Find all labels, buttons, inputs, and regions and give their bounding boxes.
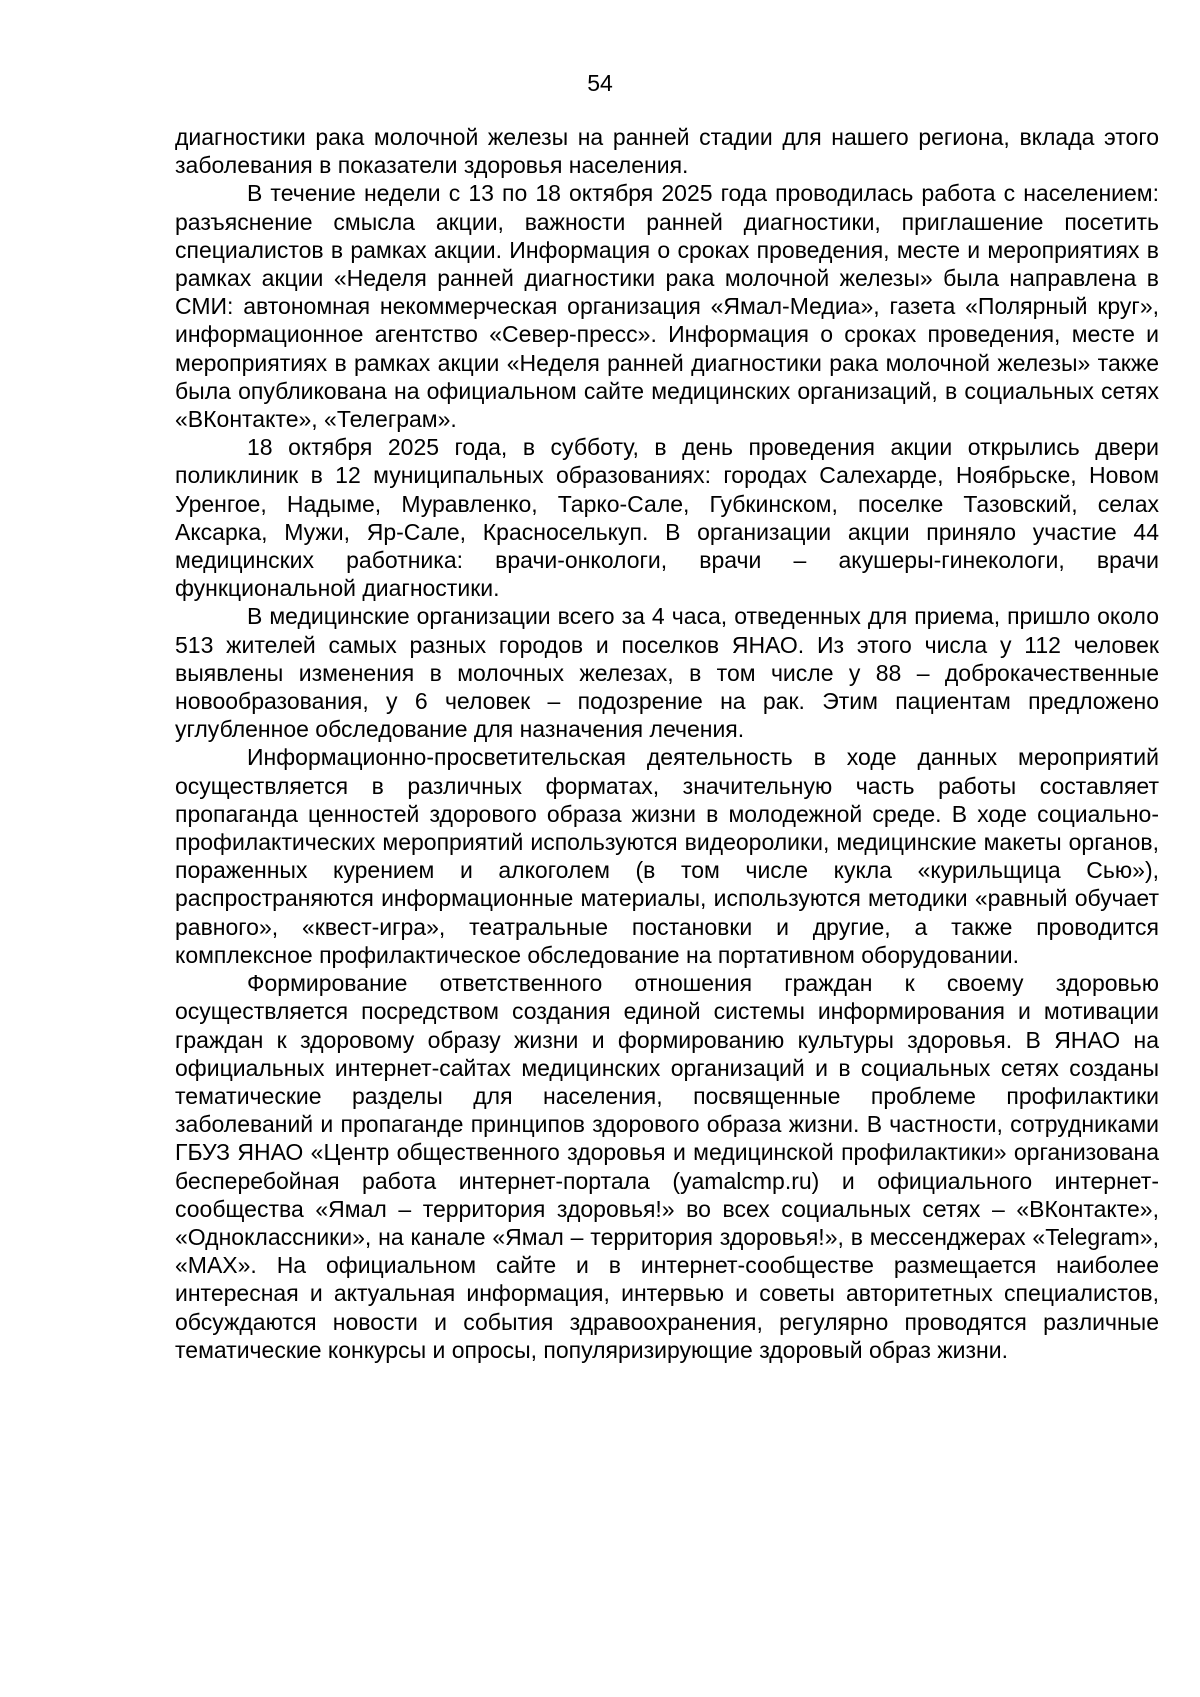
paragraph-1: диагностики рака молочной железы на ранней стадии для нашего региона, вклада этого заболевания в показатели здоровья населения. [175, 124, 1159, 179]
paragraph-4: В медицинские организации всего за 4 часа, отведенных для приема, пришло около 513 жителей самых разных городов и поселков ЯНАО. Из этого числа у 112 человек выявлены изменения в молочных железах, в том числе у 88 – доброкачественные новообразования, у 6 человек – подозрение на рак. Этим пациентам предложено углубленное обследование для назначения лечения. [175, 603, 1159, 743]
page-number: 54 [587, 70, 613, 96]
body-text [175, 123, 1159, 1364]
paragraph-6: Формирование ответственного отношения граждан к своему здоровью осуществляется посредством создания единой системы информирования и мотивации граждан к здоровому образу жизни и формированию культуры здоровья. В ЯНАО на официальных интернет-сайтах медицинских организаций и в социальных сетях созданы тематические разделы для населения, посвященные проблеме профилактики заболеваний и пропаганде принципов здорового образа жизни. В частности, сотрудниками ГБУЗ ЯНАО «Центр общественного здоровья и медицинской профилактики» организована бесперебойная работа интернет-портала (yamalcmp.ru) и официального интернет-сообщества «Ямал – территория здоровья!» во всех социальных сетях – «ВКонтакте», «Одноклассники», на канале «Ямал – территория здоровья!», в мессенджерах «Telegram», «МАХ». На официальном сайте и в интернет-сообществе размещается наиболее интересная и актуальная информация, интервью и советы авторитетных специалистов, обсуждаются новости и события здравоохранения, регулярно проводятся различные тематические конкурсы и опросы, популяризирующие здоровый образ жизни. [175, 970, 1159, 1363]
paragraph-3: 18 октября 2025 года, в субботу, в день проведения акции открылись двери поликлиник в 12 муниципальных образованиях: городах Салехарде, Ноябрьске, Новом Уренгое, Надыме, Муравленко, Тарко-Сале, Губкинском, поселке Тазовский, селах Аксарка, Мужи, Яр-Сале, Красноселькуп. В организации акции приняло участие 44 медицинских работника: врачи-онкологи, врачи – акушеры-гинекологи, врачи функциональной диагностики. [175, 434, 1159, 602]
paragraph-2: В течение недели с 13 по 18 октября 2025 года проводилась работа с населением: разъяснение смысла акции, важности ранней диагностики, приглашение посетить специалистов в рамках акции. Информация о сроках проведения, месте и мероприятиях в рамках акции «Неделя ранней диагностики рака молочной железы» была направлена в СМИ: автономная некоммерческая организация «Ямал-Медиа», газета «Полярный круг», информационное агентство «Север-пресс». Информация о сроках проведения, месте и мероприятиях в рамках акции «Неделя ранней диагностики рака молочной железы» также была опубликована на официальном сайте медицинских организаций, в социальных сетях «ВКонтакте», «Телеграм». [175, 180, 1159, 433]
paragraph-5: Информационно-просветительская деятельность в ходе данных мероприятий осуществляется в различных форматах, значительную часть работы составляет пропаганда ценностей здорового образа жизни в молодежной среде. В ходе социально-профилактических мероприятий используются видеоролики, медицинские макеты органов, пораженных курением и алкоголем (в том числе кукла «курильщица Сью»), распространяются информационные материалы, используются методики «равный обучает равного», «квест-игра», театральные постановки и другие, а также проводится комплексное профилактическое обследование на портативном оборудовании. [175, 744, 1159, 968]
